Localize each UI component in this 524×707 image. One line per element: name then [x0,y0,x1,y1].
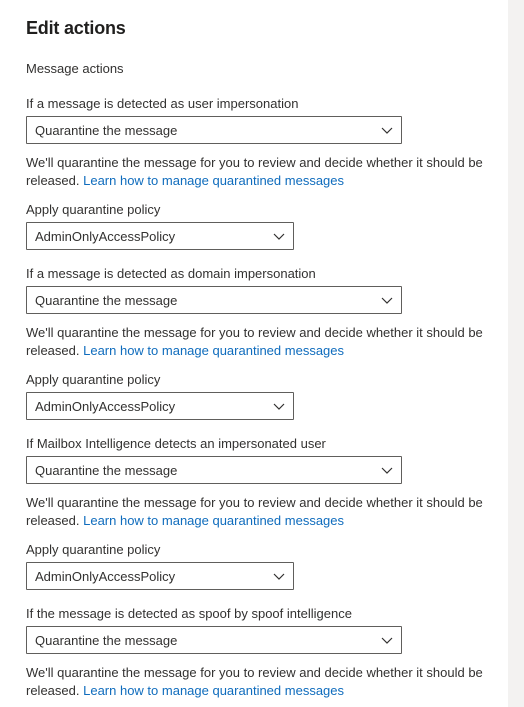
dropdown-value: AdminOnlyAccessPolicy [35,569,176,584]
helper-description: We'll quarantine the message for you to review and decide whether it should be released. [26,325,483,358]
domain-impersonation-action-dropdown[interactable] [26,286,402,314]
helper-description: We'll quarantine the message for you to review and decide whether it should be released. [26,155,483,188]
quarantine-helper-text [26,324,486,360]
mailbox-intelligence-policy-dropdown[interactable] [26,562,294,590]
user-impersonation-policy-dropdown[interactable] [26,222,294,250]
panel-title: Edit actions [26,18,126,38]
helper-description: We'll quarantine the message for you to review and decide whether it should be released. [26,665,483,698]
section-label: Message actions [26,61,124,76]
quarantine-helper-text [26,664,486,700]
scrollbar[interactable] [508,0,524,707]
quarantine-policy-label: Apply quarantine policy [26,372,161,387]
helper-description: We'll quarantine the message for you to review and decide whether it should be released. [26,495,483,528]
domain-impersonation-label: If a message is detected as domain impersonation [26,266,316,281]
dropdown-value: Quarantine the message [35,293,178,308]
chevron-down-icon [381,295,393,305]
chevron-down-icon [273,571,285,581]
manage-quarantine-link[interactable]: Learn how to manage quarantined messages [83,173,345,188]
spoof-intelligence-action-dropdown[interactable] [26,626,402,654]
dropdown-value: Quarantine the message [35,633,178,648]
dropdown-value: AdminOnlyAccessPolicy [35,229,176,244]
chevron-down-icon [381,465,393,475]
user-impersonation-label: If a message is detected as user impersonation [26,96,299,111]
spoof-intelligence-label: If the message is detected as spoof by spoof intelligence [26,606,352,621]
quarantine-helper-text [26,494,486,530]
quarantine-policy-label: Apply quarantine policy [26,202,161,217]
domain-impersonation-policy-dropdown[interactable] [26,392,294,420]
mailbox-intelligence-action-dropdown[interactable] [26,456,402,484]
chevron-down-icon [273,401,285,411]
manage-quarantine-link[interactable]: Learn how to manage quarantined messages [83,683,345,698]
manage-quarantine-link[interactable]: Learn how to manage quarantined messages [83,513,345,528]
quarantine-policy-label: Apply quarantine policy [26,542,161,557]
dropdown-value: Quarantine the message [35,463,178,478]
mailbox-intelligence-label: If Mailbox Intelligence detects an impersonated user [26,436,326,451]
manage-quarantine-link[interactable]: Learn how to manage quarantined messages [83,343,345,358]
dropdown-value: Quarantine the message [35,123,178,138]
user-impersonation-action-dropdown[interactable] [26,116,402,144]
quarantine-helper-text [26,154,486,190]
dropdown-value: AdminOnlyAccessPolicy [35,399,176,414]
chevron-down-icon [381,635,393,645]
chevron-down-icon [381,125,393,135]
chevron-down-icon [273,231,285,241]
